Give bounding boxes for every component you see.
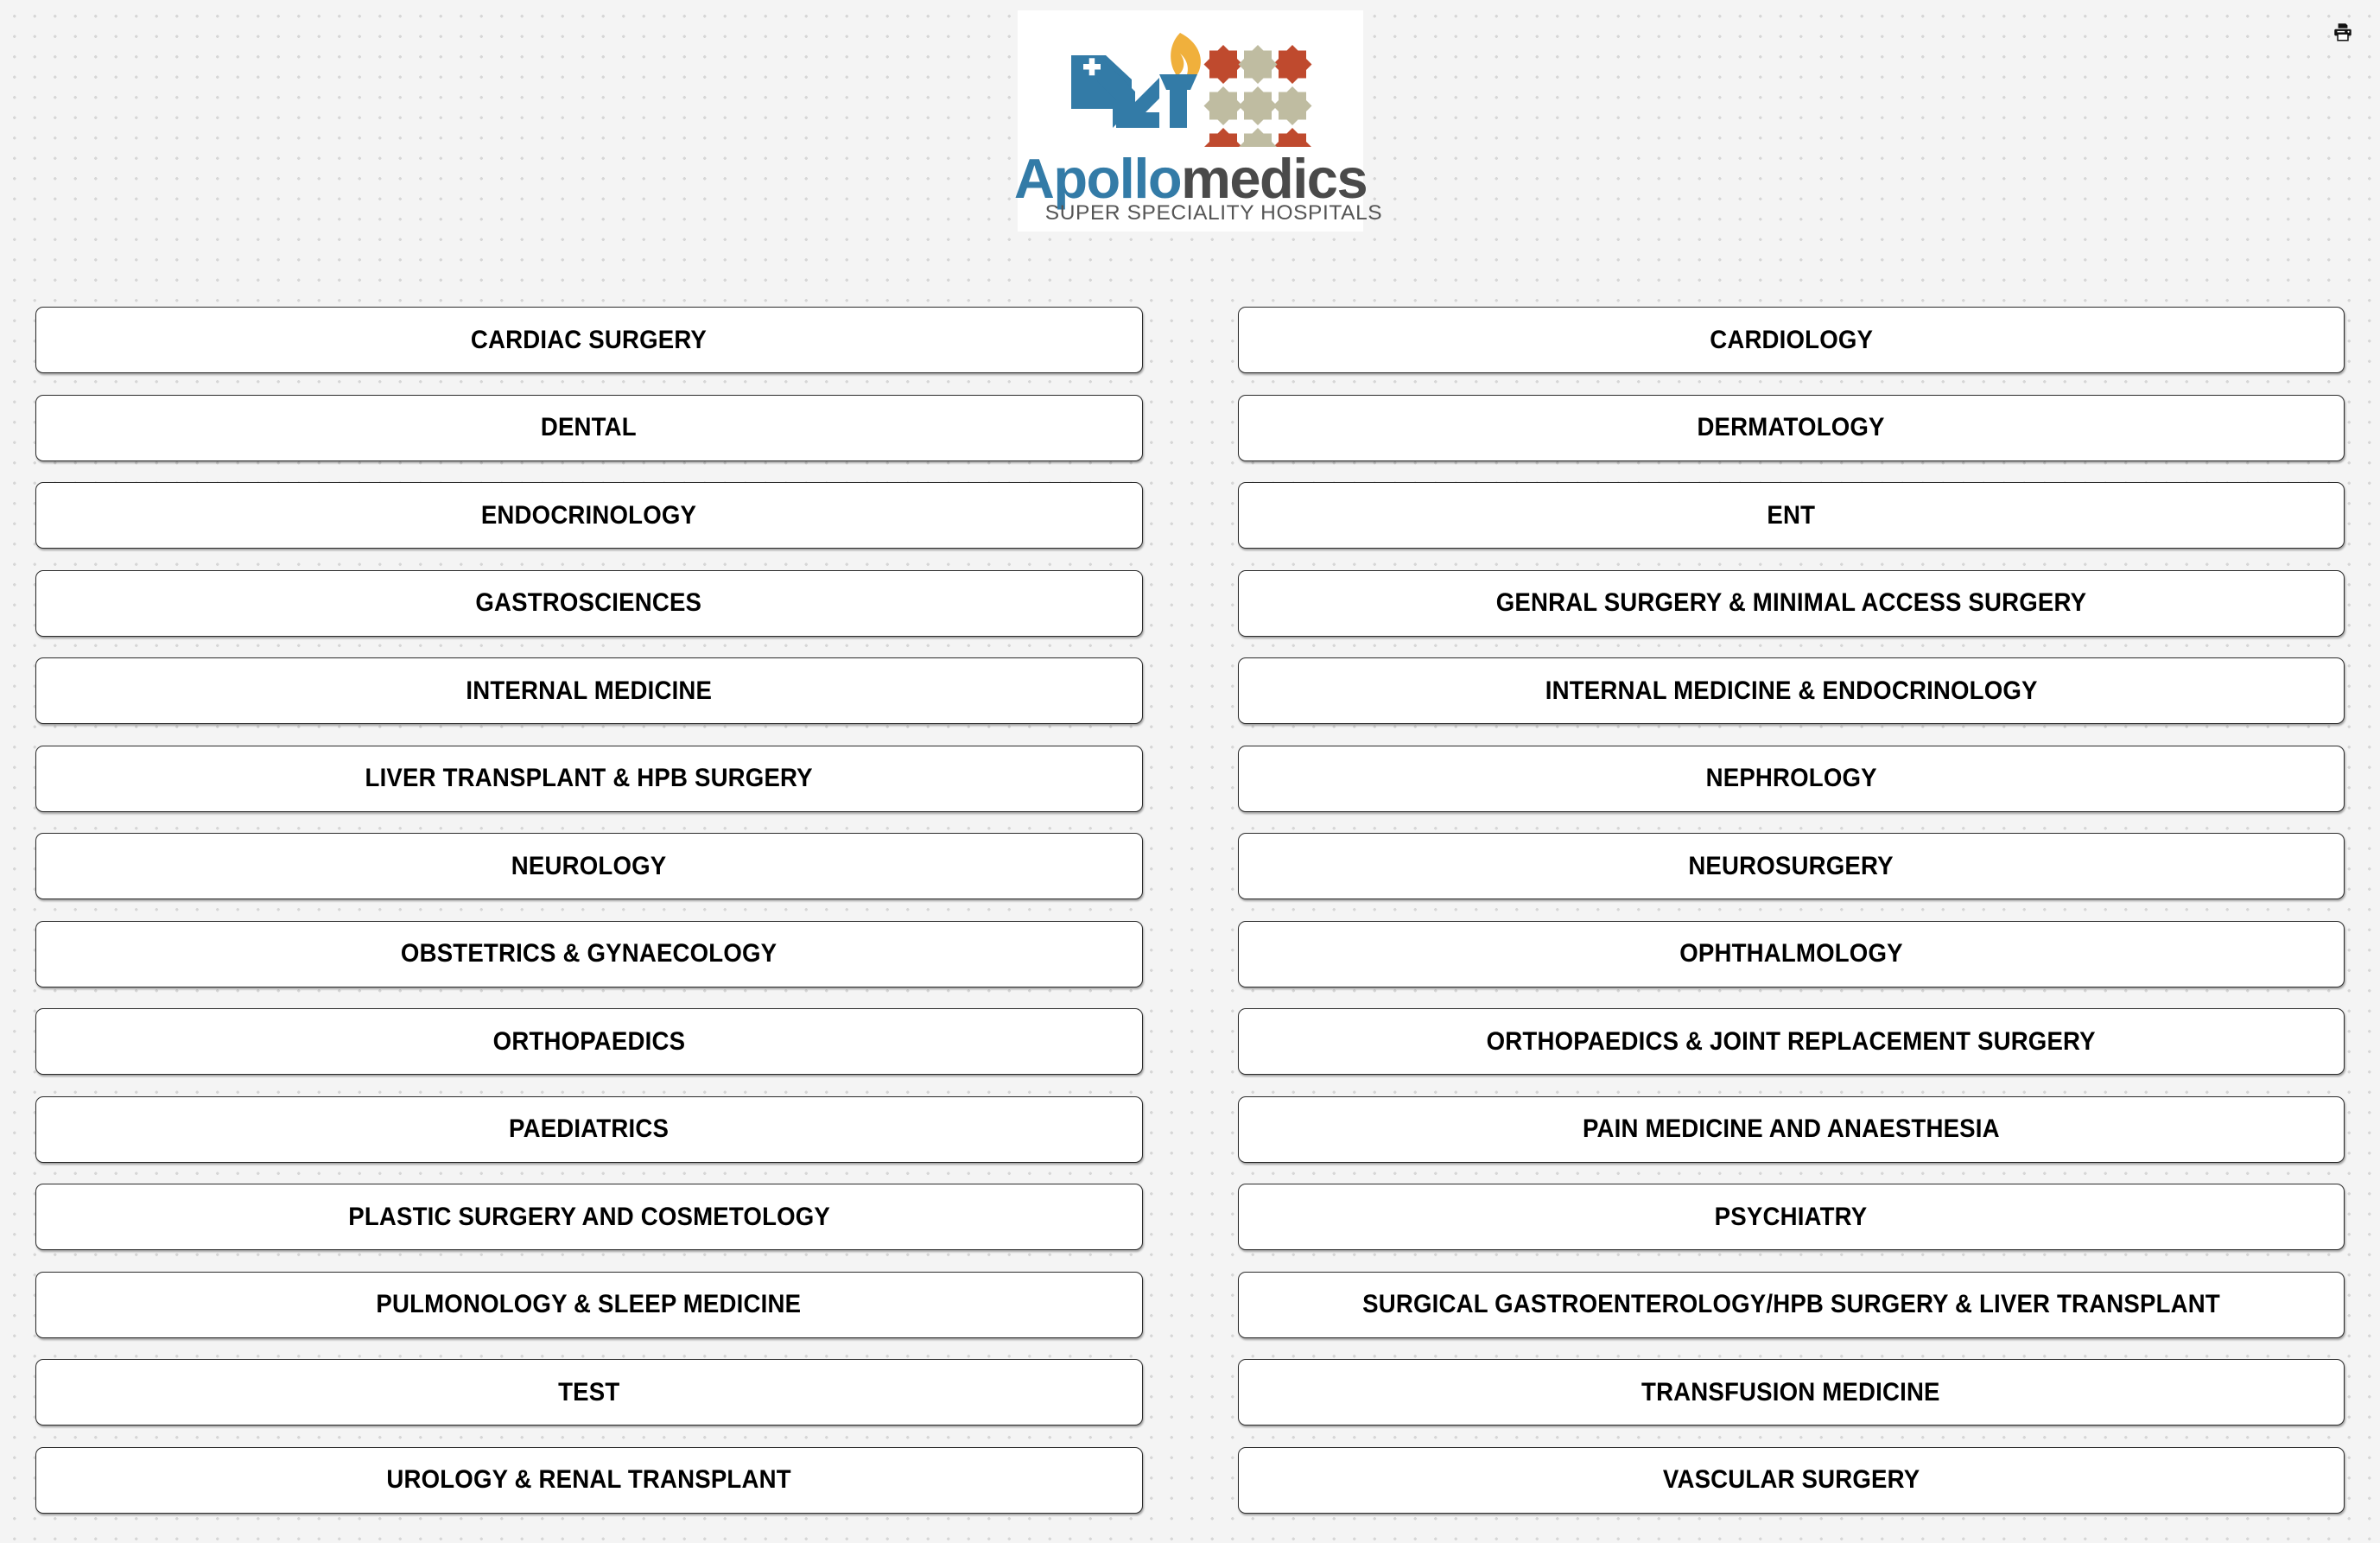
hospital-logo [1013, 10, 1383, 232]
department-button-label: GENRAL SURGERY & MINIMAL ACCESS SURGERY [1495, 588, 2086, 617]
department-button[interactable] [1238, 1096, 2345, 1163]
department-button[interactable] [1238, 833, 2345, 899]
department-button[interactable] [1238, 1447, 2345, 1514]
department-button-label: VASCULAR SURGERY [1662, 1465, 1920, 1494]
department-button[interactable] [1238, 1359, 2345, 1426]
department-button-label: NEUROSURGERY [1688, 851, 1894, 880]
department-button[interactable] [1238, 657, 2345, 724]
department-column-left [35, 307, 1143, 1514]
department-button-label: DENTAL [541, 413, 638, 441]
department-button-label: LIVER TRANSPLANT & HPB SURGERY [365, 764, 813, 792]
department-grid [0, 307, 2380, 1514]
department-button[interactable] [35, 570, 1143, 637]
page-header [0, 0, 2380, 251]
department-button-label: PAIN MEDICINE AND ANAESTHESIA [1582, 1114, 2000, 1143]
department-button-label: CARDIAC SURGERY [471, 325, 708, 354]
department-button-label: CARDIOLOGY [1709, 325, 1873, 354]
department-button[interactable] [35, 1359, 1143, 1426]
department-button-label: INTERNAL MEDICINE [466, 676, 713, 705]
department-button-label: PLASTIC SURGERY AND COSMETOLOGY [347, 1202, 830, 1231]
department-button-label: SURGICAL GASTROENTEROLOGY/HPB SURGERY & LIVER TRANSPLANT [1361, 1290, 2220, 1318]
department-button[interactable] [1238, 482, 2345, 549]
logo-tagline: SUPER SPECIALITY HOSPITALS [1044, 201, 1383, 225]
department-button[interactable] [1238, 1184, 2345, 1250]
department-button-label: OBSTETRICS & GYNAECOLOGY [401, 939, 777, 968]
printer-icon [2332, 21, 2354, 43]
department-button-label: TRANSFUSION MEDICINE [1641, 1377, 1941, 1406]
department-button-label: PAEDIATRICS [509, 1114, 670, 1143]
department-button-label: ORTHOPAEDICS [492, 1026, 685, 1056]
department-button[interactable] [35, 1184, 1143, 1250]
department-button[interactable] [35, 657, 1143, 724]
department-button[interactable] [35, 1272, 1143, 1338]
department-button[interactable] [1238, 1272, 2345, 1338]
department-button-label: GASTROSCIENCES [475, 588, 702, 617]
department-button[interactable] [1238, 746, 2345, 812]
department-button-label: NEPHROLOGY [1705, 764, 1877, 792]
department-button-label: OPHTHALMOLOGY [1679, 939, 1903, 968]
department-button[interactable] [35, 395, 1143, 461]
department-button[interactable] [1238, 921, 2345, 987]
department-button-label: TEST [558, 1377, 620, 1406]
department-column-right [1238, 307, 2345, 1514]
department-button[interactable] [1238, 1008, 2345, 1075]
department-button[interactable] [35, 1447, 1143, 1514]
department-button[interactable] [35, 921, 1143, 987]
department-button-label: ENT [1767, 500, 1816, 530]
apollomedics-emblem-icon [1052, 26, 1329, 147]
department-button[interactable] [35, 746, 1143, 812]
department-button-label: DERMATOLOGY [1697, 413, 1885, 441]
logo-wordmark [999, 147, 1383, 225]
department-button-label: PSYCHIATRY [1714, 1202, 1868, 1231]
department-button-label: INTERNAL MEDICINE & ENDOCRINOLOGY [1545, 676, 2038, 705]
department-button[interactable] [35, 482, 1143, 549]
department-button[interactable] [1238, 307, 2345, 373]
department-button-label: NEUROLOGY [511, 851, 667, 880]
department-button[interactable] [35, 307, 1143, 373]
department-button[interactable] [1238, 395, 2345, 461]
department-button-label: UROLOGY & RENAL TRANSPLANT [386, 1465, 791, 1494]
department-button[interactable] [1238, 570, 2345, 637]
department-button-label: PULMONOLOGY & SLEEP MEDICINE [376, 1290, 802, 1318]
department-button-label: ORTHOPAEDICS & JOINT REPLACEMENT SURGERY [1486, 1026, 2096, 1056]
department-button-label: ENDOCRINOLOGY [481, 500, 697, 530]
print-button[interactable] [2325, 14, 2361, 50]
department-button[interactable] [35, 1096, 1143, 1163]
logo-brand-secondary: medics [1181, 147, 1368, 210]
logo-brand-primary: Apollo [1013, 147, 1182, 210]
department-button[interactable] [35, 1008, 1143, 1075]
department-button[interactable] [35, 833, 1143, 899]
